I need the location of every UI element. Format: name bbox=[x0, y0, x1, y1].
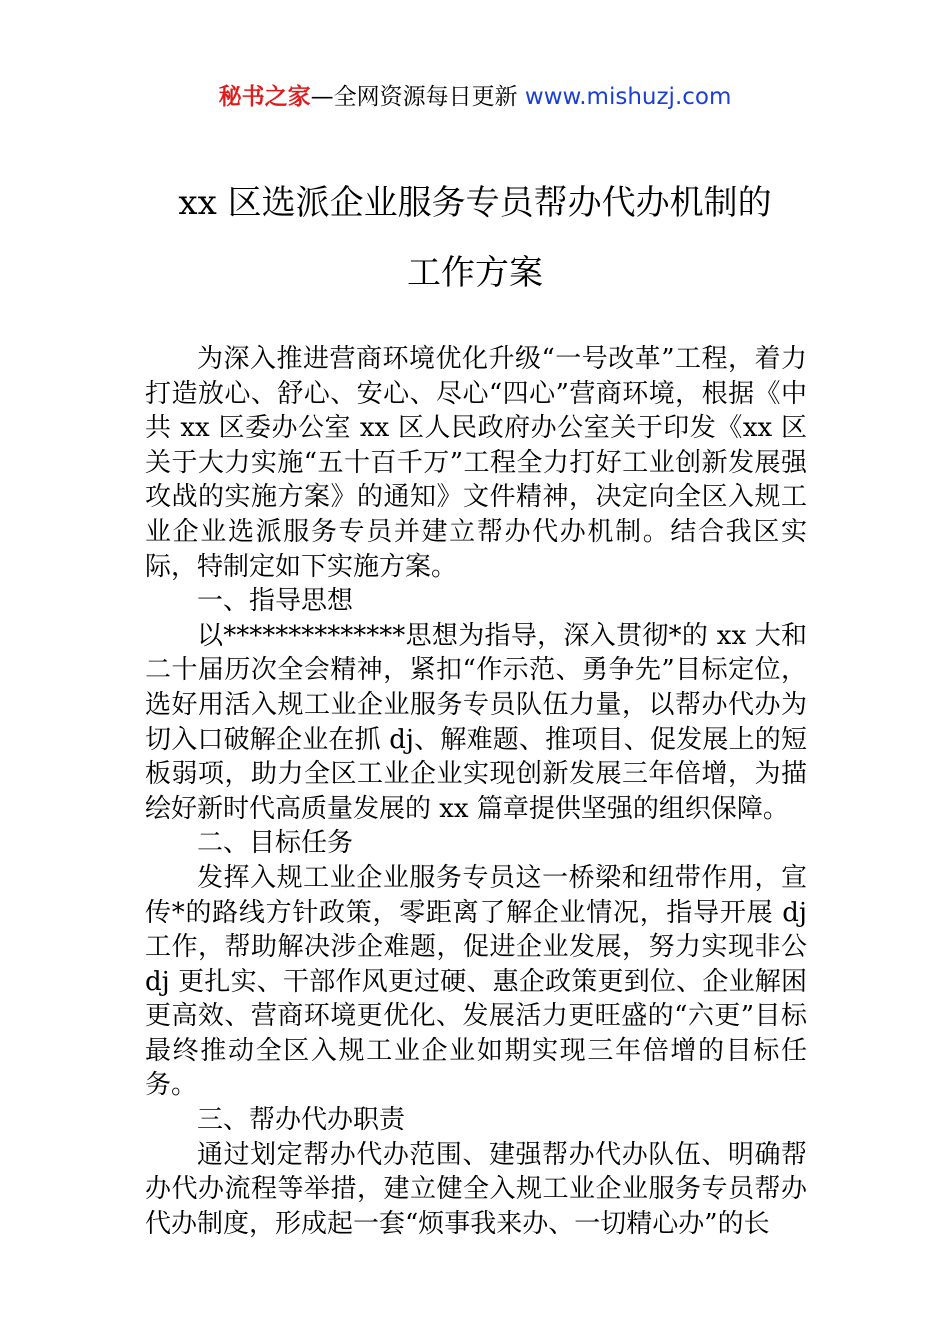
document-body bbox=[145, 342, 807, 1241]
section-heading-objectives: 二、目标任务 bbox=[197, 828, 354, 859]
site-tagline: —全网资源每日更新 bbox=[310, 84, 525, 110]
objectives-paragraph: 发挥入规工业企业服务专员这一桥梁和纽带作用，宣传*的路线方针政策，零距离了解企业情况，指导开展 dj 工作，帮助解决涉企难题，促进企业发展，努力实现非公 dj 更扎实、干部作风更过硬、惠企政策更到位、企业解困更高效、营商环境更优化、发展活力更旺盛的“六更”目标最终推动全区入规工业企业如期实现三年倍增的目标任务。 bbox=[145, 862, 807, 1101]
site-url-link[interactable]: www.mishuzj.com bbox=[524, 84, 732, 110]
title-line-2: 工作方案 bbox=[407, 253, 543, 293]
intro-paragraph: 为深入推进营商环境优化升级“一号改革”工程，着力打造放心、舒心、安心、尽心“四心”营商环境，根据《中共 xx 区委办公室 xx 区人民政府办公室关于印发《xx 区关于大力实施“五十百千万”工程全力打好工业创新发展强攻战的实施方案》的通知》文件精神，决定向全区入规工业企业选派服务专员并建立帮办代办机制。结合我区实际，特制定如下实施方案。 bbox=[145, 344, 807, 582]
section-heading-guiding-ideology: 一、指导思想 bbox=[197, 586, 354, 617]
site-brand: 秘书之家 bbox=[218, 84, 311, 110]
site-header bbox=[0, 80, 950, 114]
guiding-ideology-paragraph: 以**************思想为指导，深入贯彻*的 xx 大和二十届历次全会精神，紧扣“作示范、勇争先”目标定位，选好用活入规工业企业服务专员队伍力量，以帮办代办为切入口破解企业在抓 dj、解难题、推项目、促发展上的短板弱项，助力全区工业企业实现创新发展三年倍增，为描绘好新时代高质量发展的 xx 篇章提供坚强的组织保障。 bbox=[145, 620, 807, 824]
title-line-1: xx 区选派企业服务专员帮办代办机制的 bbox=[178, 183, 772, 223]
document-title bbox=[60, 168, 890, 308]
section-heading-responsibilities: 三、帮办代办职责 bbox=[197, 1105, 406, 1136]
responsibilities-paragraph: 通过划定帮办代办范围、建强帮办代办队伍、明确帮办代办流程等举措，建立健全入规工业企业服务专员帮办代办制度，形成起一套“烦事我来办、一切精心办”的长 bbox=[145, 1139, 807, 1239]
